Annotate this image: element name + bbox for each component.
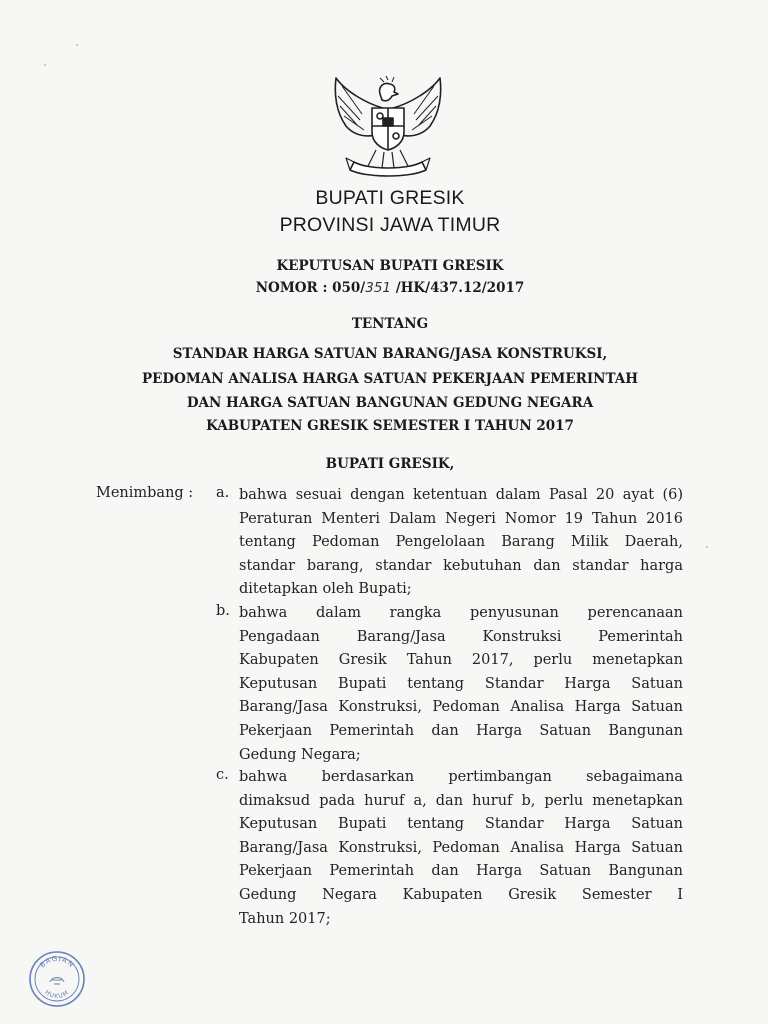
menimbang-label: Menimbang : xyxy=(96,485,194,501)
item-line: bahwa berdasarkan pertimbangan sebagaimana xyxy=(239,769,683,785)
item-line: ditetapkan oleh Bupati; xyxy=(239,581,412,598)
item-line: Keputusan Bupati tentang Standar Harga Satuan xyxy=(239,675,683,692)
item-line: Pekerjaan Pemerintah dan Harga Satuan Bangunan xyxy=(239,863,683,880)
garuda-emblem-icon xyxy=(328,74,448,180)
stamp-bottom-text: HUKUM xyxy=(43,988,71,1001)
decree-title: KEPUTUSAN BUPATI GRESIK xyxy=(276,258,504,274)
item-letter-c: c. xyxy=(216,767,229,783)
item-line: bahwa dalam rangka penyusunan perencanaan xyxy=(239,605,683,621)
authority-heading: BUPATI GRESIK, xyxy=(325,456,455,472)
item-line: Tahun 2017; xyxy=(239,910,331,927)
item-line: Barang/Jasa Konstruksi, Pedoman Analisa Harga Satuan xyxy=(239,699,683,716)
regent-title: BUPATI GRESIK xyxy=(315,187,465,209)
menimbang-item-a xyxy=(239,484,683,602)
tentang-heading: TENTANG xyxy=(351,316,429,332)
subject-line: DAN HARGA SATUAN BANGUNAN GEDUNG NEGARA xyxy=(186,395,594,411)
office-stamp-icon xyxy=(28,950,86,1008)
item-line: dimaksud pada huruf a, dan huruf b, perlu menetapkan xyxy=(239,792,683,809)
decree-number xyxy=(0,280,768,296)
item-line: Barang/Jasa Konstruksi, Pedoman Analisa Harga Satuan xyxy=(239,839,683,856)
scan-speck xyxy=(706,546,708,548)
decree-number-suffix: /HK/437.12/2017 xyxy=(391,280,525,296)
scan-speck xyxy=(76,44,78,46)
subject-line: KABUPATEN GRESIK SEMESTER I TAHUN 2017 xyxy=(206,418,574,434)
item-line: Keputusan Bupati tentang Standar Harga Satuan xyxy=(239,816,683,833)
scan-speck xyxy=(44,64,46,66)
province-title: PROVINSI JAWA TIMUR xyxy=(279,214,501,236)
item-line: Gedung Negara; xyxy=(239,746,361,763)
item-letter-b: b. xyxy=(216,603,230,619)
item-line: Pekerjaan Pemerintah dan Harga Satuan Bangunan xyxy=(239,722,683,739)
subject-line: STANDAR HARGA SATUAN BARANG/JASA KONSTRUKSI, xyxy=(172,346,608,362)
item-line: standar barang, standar kebutuhan dan standar harga xyxy=(239,557,683,574)
decree-number-handwritten: 351 xyxy=(365,280,392,296)
subject-line: PEDOMAN ANALISA HARGA SATUAN PEKERJAAN PEMERINTAH xyxy=(141,371,639,387)
menimbang-item-c xyxy=(239,766,683,931)
item-line: Gedung Negara Kabupaten Gresik Semester I xyxy=(239,886,683,903)
menimbang-item-b xyxy=(239,602,683,767)
item-line: Peraturan Menteri Dalam Negeri Nomor 19 Tahun 2016 xyxy=(239,510,683,527)
item-line: Pengadaan Barang/Jasa Konstruksi Pemerintah xyxy=(239,628,683,645)
decree-number-prefix: NOMOR : 050/ xyxy=(255,280,366,296)
item-letter-a: a. xyxy=(216,485,230,501)
item-line: Kabupaten Gresik Tahun 2017, perlu menetapkan xyxy=(239,652,683,669)
item-line: bahwa sesuai dengan ketentuan dalam Pasal 20 ayat (6) xyxy=(239,487,683,503)
stamp-top-text: BAGIAN xyxy=(38,954,76,970)
item-line: tentang Pedoman Pengelolaan Barang Milik Daerah, xyxy=(239,534,683,551)
svg-text:BAGIAN xyxy=(38,955,75,970)
